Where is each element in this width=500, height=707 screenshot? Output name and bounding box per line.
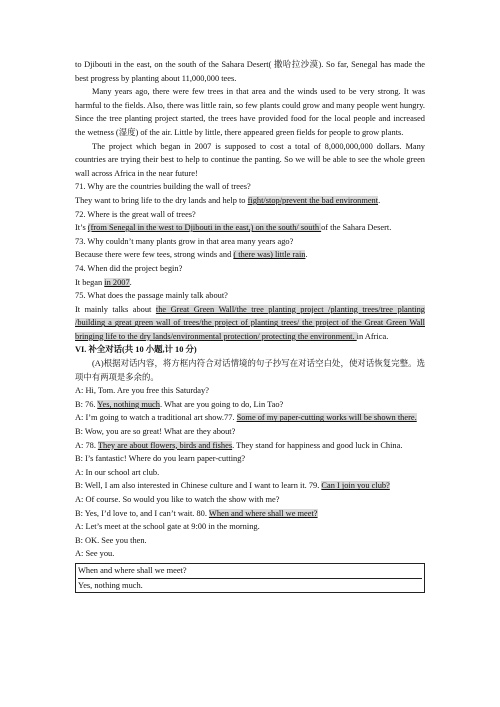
answer-73-fill: ( there was) little rain — [233, 250, 306, 260]
dialogue-line-8: B: Well, I am also interested in Chinese culture and I want to learn it. 79. Can I join you club? — [75, 481, 390, 491]
question-72: 72. Where is the great wall of trees? — [75, 209, 196, 219]
answer-79-fill: Can I join you club? — [321, 481, 390, 491]
dialogue-line-7: A: In our school art club. — [75, 467, 160, 477]
options-box-row: When and where shall we meet? — [78, 565, 187, 575]
dialogue-line-1: A: Hi, Tom. Are you free this Saturday? — [75, 386, 209, 396]
dialogue-line-10: B: Yes, I’d love to, and I can’t wait. 80. When and where shall we meet? — [75, 508, 318, 518]
dialogue-line-4: B: Wow, you are so great! What are they about? — [75, 427, 236, 437]
options-box-row: Yes, nothing much. — [78, 578, 422, 593]
answer-75: It mainly talks about the Great Green Wall/the tree planting project /planting trees/tree planting /building a great green wall of trees/the project of planting trees/ the project of the Great Green Wall bringing life to the dry lands/environmental protection/ protecting the environment. in Africa. — [75, 304, 425, 341]
answer-78-fill: They are about flowers, birds and fishes — [97, 440, 233, 450]
document-content — [75, 58, 425, 593]
passage-paragraph-2: Many years ago, there were few trees in that area and the winds used to be very strong. It was harmful to the fields. Also, there was little rain, so few plants could grow and many people went hungry. Since the tree planting project started, the trees have provided food for the local people and increased the wetness (湿度) of the air. Little by little, there appeared green fields for people to grow plants. — [75, 87, 425, 137]
dialogue-line-2: B: 76. Yes, nothing much. What are you going to do, Lin Tao? — [75, 399, 284, 409]
section-6-title: VI. 补全对话(共 10 小题,计 10 分) — [75, 345, 197, 355]
passage-paragraph-1: to Djibouti in the east, on the south of the Sahara Desert( 撒哈拉沙漠). So far, Senegal has made the best progress by planting about 11,000,000 tees. — [75, 60, 425, 83]
passage-paragraph-3: The project which began in 2007 is supposed to cost a total of 8,000,000,000 dollars. Many countries are trying their best to help to continue the panting. So we will be able to see the whole green wall across Africa in the near future! — [75, 141, 425, 178]
question-74: 74. When did the project begin? — [75, 263, 183, 273]
answer-72-fill: (from Senegal in the west to Djibouti in the east,) on the south/ south — [87, 223, 322, 233]
question-71: 71. Why are the countries building the wall of trees? — [75, 182, 251, 192]
answer-75-fill: the Great Green Wall/the tree planting project /planting trees/tree planting /building a great green wall of trees/the project of planting trees/ the project of the Great Green Wall bringing life to the dry lands/environmental protection/ protecting the environment. — [75, 304, 425, 341]
dialogue-line-13: A: See you. — [75, 549, 115, 559]
options-box — [75, 563, 425, 593]
dialogue-line-5: A: 78. They are about flowers, birds and fishes. They stand for happiness and good luck in China. — [75, 440, 403, 450]
answer-71: They want to bring life to the dry lands and help to fight/stop/prevent the bad environment. — [75, 195, 381, 205]
section-6-instruction: (A)根据对话内容，将方框内符合对话情境的句子抄写在对话空白处，使对话恢复完整。选项中有两项是多余的。 — [75, 359, 425, 382]
dialogue-line-11: A: Let’s meet at the school gate at 9:00 in the morning. — [75, 522, 260, 532]
answer-73: Because there were few tees, strong winds and ( there was) little rain. — [75, 250, 308, 260]
answer-80-fill: When and where shall we meet? — [208, 508, 318, 518]
answer-72: It’s (from Senegal in the west to Djibouti in the east,) on the south/ south of the Sahara Desert. — [75, 223, 392, 233]
question-73: 73. Why couldn’t many plants grow in that area many years ago? — [75, 236, 294, 246]
dialogue-line-6: B: I’s fantastic! Where do you learn paper-cutting? — [75, 454, 246, 464]
answer-74: It began in 2007. — [75, 277, 132, 287]
question-75: 75. What does the passage mainly talk about? — [75, 291, 228, 301]
answer-76-fill: Yes, nothing much — [97, 399, 160, 409]
dialogue-line-12: B: OK. See you then. — [75, 535, 147, 545]
answer-71-fill: fight/stop/prevent the bad environment — [247, 195, 379, 205]
answer-77-fill: Some of my paper-cutting works will be shown there. — [236, 413, 417, 423]
dialogue-line-3: A: I’m going to watch a traditional art show.77. Some of my paper-cutting works will be shown there. — [75, 413, 417, 423]
dialogue-line-9: A: Of course. So would you like to watch the show with me? — [75, 495, 280, 504]
answer-74-fill: in 2007 — [104, 277, 130, 287]
